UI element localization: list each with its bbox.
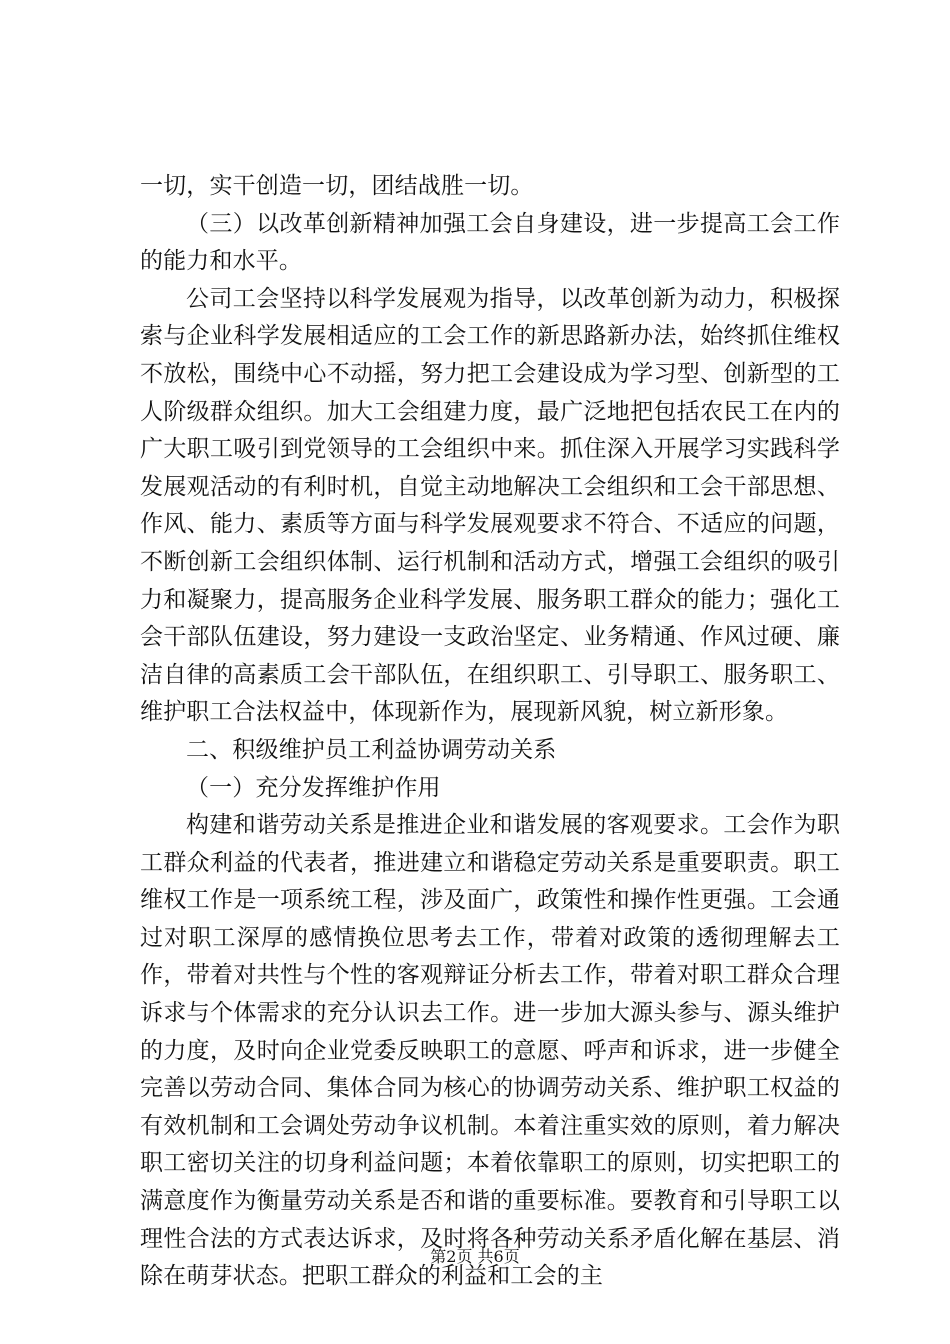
page-number-footer: 第2页 共6页 [430,1247,520,1266]
paragraph-6: 构建和谐劳动关系是推进企业和谐发展的客观要求。工会作为职工群众利益的代表者，推进建立和谐稳定劳动关系是重要职责。职工维权工作是一项系统工程，涉及面广，政策性和操作性更强。工会通过对职工深厚的感情换位思考去工作，带着对政策的透彻理解去工作，带着对共性与个性的客观辩证分析去工作，带着对职工群众合理诉求与个体需求的充分认识去工作。进一步加大源头参与、源头维护的力度，及时向企业党委反映职工的意愿、呼声和诉求，进一步健全完善以劳动合同、集体合同为核心的协调劳动关系、维护职工权益的有效机制和工会调处劳动争议机制。本着注重实效的原则，着力解决职工密切关注的切身利益问题；本着依靠职工的原则，切实把职工的满意度作为衡量劳动关系是否和谐的重要标准。要教育和引导职工以理性合法的方式表达诉求，及时将各种劳动关系矛盾化解在基层、消除在萌芽状态。把职工群众的利益和工会的主 [140,812,840,1290]
section-heading-2: 二、积级维护员工利益协调劳动关系 [186,736,557,763]
paragraph-3: 公司工会坚持以科学发展观为指导，以改革创新为动力，积极探索与企业科学发展相适应的工会工作的新思路新办法，始终抓住维权不放松，围绕中心不动摇，努力把工会建设成为学习型、创新型的工人阶级群众组织。加大工会组建力度，最广泛地把包括农民工在内的广大职工吸引到党领导的工会组织中来。抓住深入开展学习实践科学发展观活动的有利时机，自觉主动地解决工会组织和工会干部思想、作风、能力、素质等方面与科学发展观要求不符合、不适应的问题，不断创新工会组织体制、运行机制和活动方式，增强工会组织的吸引力和凝聚力，提高服务企业科学发展、服务职工群众的能力；强化工会干部队伍建设，努力建设一支政治坚定、业务精通、作风过硬、廉洁自律的高素质工会干部队伍，在组织职工、引导职工、服务职工、维护职工合法权益中，体现新作为，展现新风貌，树立新形象。 [140,285,840,726]
paragraph-1: 一切，实干创造一切，团结战胜一切。 [140,173,534,199]
subsection-heading-1: （一）充分发挥维护作用 [186,774,441,801]
paragraph-2-heading: （三）以改革创新精神加强工会自身建设，进一步提高工会工作的能力和水平。 [140,210,840,275]
document-body [140,168,840,1296]
